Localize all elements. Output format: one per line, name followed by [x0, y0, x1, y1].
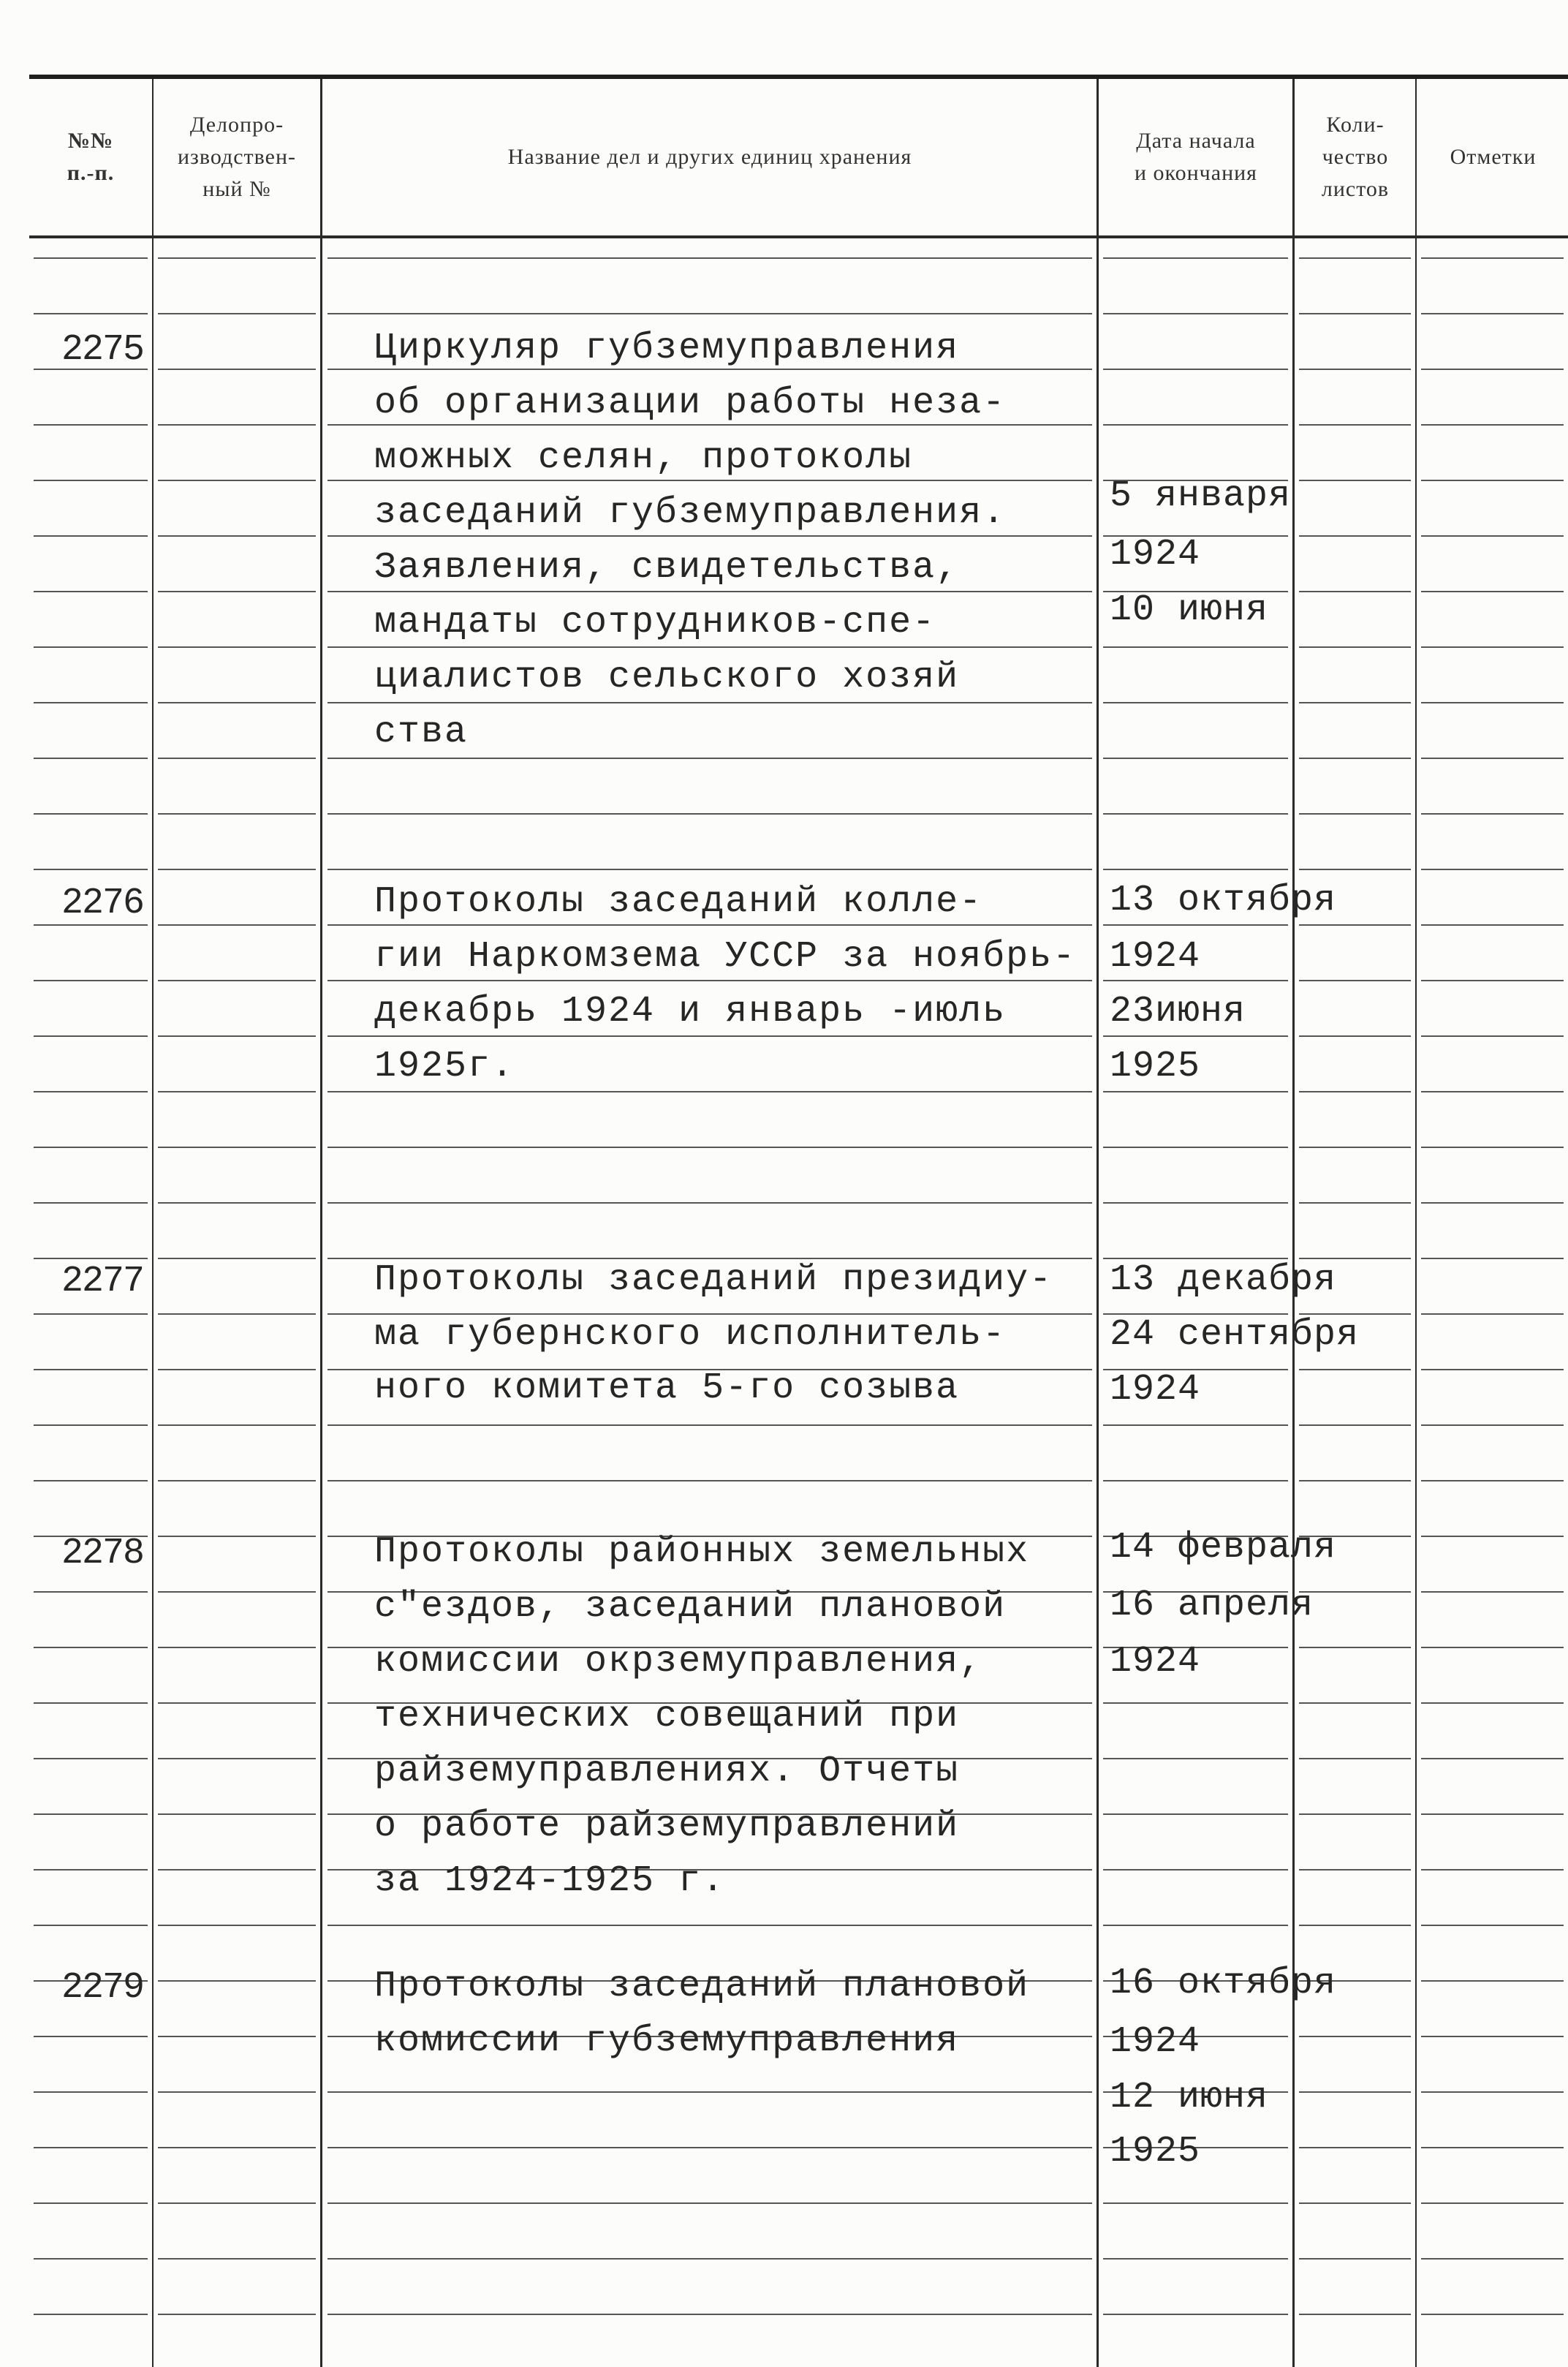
ruled-line: [1421, 1758, 1564, 1759]
ruled-line: [1421, 1202, 1564, 1204]
case-title-line: Протоколы заседаний колле-: [374, 881, 983, 923]
ruled-line: [1421, 1591, 1564, 1593]
ruled-line: [1421, 1813, 1564, 1815]
ruled-line: [158, 2091, 316, 2093]
ruled-line: [158, 2202, 316, 2204]
ruled-line: [1299, 1202, 1411, 1204]
ruled-line: [1421, 369, 1564, 370]
ruled-line: [1299, 535, 1411, 537]
ruled-line: [1421, 1647, 1564, 1648]
ruled-line: [1421, 869, 1564, 870]
ruled-line: [34, 869, 148, 870]
case-date-line: 1924: [1110, 1641, 1201, 1683]
case-title-line: заседаний губземуправления.: [374, 492, 1007, 534]
ruled-line: [327, 1480, 1092, 1481]
ruled-line: [34, 1925, 148, 1926]
case-date-line: 1924: [1110, 534, 1201, 575]
ruled-line: [34, 313, 148, 314]
ruled-line: [34, 2091, 148, 2093]
ruled-line: [327, 257, 1092, 259]
case-date-line: 23июня: [1110, 991, 1246, 1033]
ruled-line: [327, 702, 1092, 703]
ruled-line: [1299, 1647, 1411, 1648]
ruled-line: [1299, 646, 1411, 648]
ruled-line: [1103, 313, 1288, 314]
ruled-line: [1421, 480, 1564, 481]
ruled-line: [1299, 1369, 1411, 1370]
ruled-line: [34, 1591, 148, 1593]
column-divider: [320, 79, 322, 2367]
ruled-line: [1103, 869, 1288, 870]
header-bottom-rule: [29, 235, 1568, 238]
ruled-line: [158, 424, 316, 426]
ruled-line: [1103, 980, 1288, 981]
case-title-line: Протоколы заседаний плановой: [374, 1966, 1030, 2007]
ruled-line: [158, 1035, 316, 1037]
ruled-line: [34, 980, 148, 981]
ruled-line: [1103, 702, 1288, 703]
ruled-line: [1103, 1813, 1288, 1815]
ruled-line: [327, 1202, 1092, 1204]
ruled-line: [1299, 1424, 1411, 1426]
header-number-column: №№ п.-п.: [67, 129, 115, 185]
ruled-line: [327, 758, 1092, 759]
ruled-line: [1421, 2036, 1564, 2037]
ruled-line: [327, 924, 1092, 926]
case-date-line: 16 октября: [1110, 1963, 1337, 2004]
ruled-line: [1103, 1869, 1288, 1870]
ruled-line: [158, 758, 316, 759]
ruled-line: [158, 1702, 316, 1704]
case-title-line: об организации работы неза-: [374, 382, 1007, 424]
case-date-line: 13 октября: [1110, 880, 1337, 921]
ruled-line: [1103, 1480, 1288, 1481]
ruled-line: [1299, 2202, 1411, 2204]
ruled-line: [1103, 1035, 1288, 1037]
ruled-line: [34, 1813, 148, 1815]
ruled-line: [34, 1647, 148, 1648]
ruled-line: [327, 424, 1092, 426]
ruled-line: [158, 1591, 316, 1593]
ruled-line: [1299, 2314, 1411, 2315]
case-title-line: декабрь 1924 и январь -июль: [374, 991, 1007, 1033]
case-number: 2279: [61, 1967, 144, 2009]
ruled-line: [158, 257, 316, 259]
ruled-line: [327, 2202, 1092, 2204]
ruled-line: [1299, 480, 1411, 481]
ruled-line: [1421, 2258, 1564, 2260]
ruled-line: [34, 257, 148, 259]
ruled-line: [34, 1313, 148, 1315]
ruled-line: [1421, 2314, 1564, 2315]
ruled-line: [1299, 813, 1411, 815]
ruled-line: [327, 2314, 1092, 2315]
ruled-line: [34, 591, 148, 592]
column-divider: [1292, 79, 1295, 2367]
ruled-line: [158, 313, 316, 314]
case-title-line: комиссии окрземуправления,: [374, 1641, 983, 1683]
column-divider: [1415, 79, 1417, 2367]
case-date-line: 13 декабря: [1110, 1259, 1337, 1301]
ruled-line: [34, 702, 148, 703]
ruled-line: [158, 1258, 316, 1259]
ruled-line: [1299, 1813, 1411, 1815]
ruled-line: [1299, 1702, 1411, 1704]
ruled-line: [327, 869, 1092, 870]
case-title-line: мандаты сотрудников-спе-: [374, 602, 936, 643]
ruled-line: [1103, 2258, 1288, 2260]
ruled-line: [327, 313, 1092, 314]
case-title-line: ма губернского исполнитель-: [374, 1314, 1007, 1356]
ruled-line: [158, 1813, 316, 1815]
case-date-line: 14 февраля: [1110, 1527, 1337, 1568]
ruled-line: [158, 1869, 316, 1870]
ruled-line: [1421, 1536, 1564, 1537]
case-title-line: циалистов сельского хозяй: [374, 657, 960, 698]
ruled-line: [327, 1925, 1092, 1926]
case-title-line: ного комитета 5-го созыва: [374, 1367, 960, 1409]
ruled-line: [1103, 1702, 1288, 1704]
ruled-line: [158, 1925, 316, 1926]
ruled-line: [34, 2147, 148, 2148]
ruled-line: [1299, 1035, 1411, 1037]
ruled-line: [34, 1147, 148, 1148]
ruled-line: [327, 2147, 1092, 2148]
ruled-line: [1421, 2091, 1564, 2093]
ruled-line: [1421, 1035, 1564, 1037]
ruled-line: [327, 591, 1092, 592]
ruled-line: [158, 1536, 316, 1537]
case-date-line: 16 апреля: [1110, 1585, 1314, 1626]
ruled-line: [1421, 1980, 1564, 1982]
column-divider: [1097, 79, 1099, 2367]
ruled-line: [158, 2314, 316, 2315]
case-date-line: 5 января: [1110, 475, 1292, 517]
header-title-column: Название дел и других единиц хранения: [507, 145, 912, 169]
ruled-line: [327, 1147, 1092, 1148]
ruled-line: [1103, 646, 1288, 648]
ruled-line: [158, 1758, 316, 1759]
ruled-line: [34, 2036, 148, 2037]
ruled-line: [327, 2258, 1092, 2260]
ruled-line: [34, 2314, 148, 2315]
ruled-line: [158, 1202, 316, 1204]
ruled-line: [1421, 1702, 1564, 1704]
ruled-line: [158, 2036, 316, 2037]
ruled-line: [1421, 702, 1564, 703]
ruled-line: [1421, 646, 1564, 648]
case-title-line: с"ездов, заседаний плановой: [374, 1586, 1007, 1628]
ruled-line: [34, 480, 148, 481]
case-date-line: 1925: [1110, 1046, 1201, 1087]
ruled-line: [327, 480, 1092, 481]
ruled-line: [1103, 257, 1288, 259]
case-title-line: 1925г.: [374, 1046, 515, 1087]
ruled-line: [1103, 1091, 1288, 1092]
ruled-line: [158, 1647, 316, 1648]
ruled-line: [1421, 1869, 1564, 1870]
ruled-line: [1103, 1424, 1288, 1426]
case-title-line: райземуправлениях. Отчеты: [374, 1751, 960, 1792]
ruled-line: [1299, 2091, 1411, 2093]
ruled-line: [158, 702, 316, 703]
ruled-line: [1103, 424, 1288, 426]
ruled-line: [34, 1758, 148, 1759]
ruled-line: [158, 2258, 316, 2260]
ruled-line: [1299, 869, 1411, 870]
ruled-line: [34, 2202, 148, 2204]
ruled-line: [158, 646, 316, 648]
ruled-line: [158, 480, 316, 481]
header-office-number-column: Делопро- изводствен- ный №: [177, 113, 297, 201]
ruled-line: [1299, 924, 1411, 926]
ruled-line: [1299, 1869, 1411, 1870]
case-title-line: гии Наркомзема УССР за ноябрь-: [374, 936, 1077, 978]
header-dates-column: Дата начала и окончания: [1135, 129, 1257, 185]
ruled-line: [158, 1147, 316, 1148]
case-title-line: можных селян, протоколы: [374, 437, 913, 479]
case-title-line: комиссии губземуправления: [374, 2020, 960, 2062]
ruled-line: [1299, 758, 1411, 759]
ruled-line: [1421, 1091, 1564, 1092]
ruled-line: [1421, 758, 1564, 759]
ruled-line: [1421, 1424, 1564, 1426]
ruled-line: [158, 1313, 316, 1315]
ruled-line: [1299, 369, 1411, 370]
ruled-line: [34, 1091, 148, 1092]
ruled-line: [327, 1424, 1092, 1426]
case-title-line: технических совещаний при: [374, 1696, 960, 1737]
case-number: 2277: [61, 1261, 144, 1302]
ruled-line: [1299, 424, 1411, 426]
ruled-line: [158, 813, 316, 815]
ruled-line: [1421, 1258, 1564, 1259]
ruled-line: [1103, 1925, 1288, 1926]
ruled-line: [1421, 1147, 1564, 1148]
ruled-line: [1299, 1591, 1411, 1593]
ruled-line: [158, 1091, 316, 1092]
ruled-line: [34, 424, 148, 426]
ruled-line: [1421, 257, 1564, 259]
ruled-line: [1299, 980, 1411, 981]
ruled-line: [158, 2147, 316, 2148]
ruled-line: [1103, 369, 1288, 370]
case-title-line: ства: [374, 711, 469, 753]
ruled-line: [1421, 313, 1564, 314]
ruled-line: [1299, 257, 1411, 259]
ruled-line: [1421, 813, 1564, 815]
header-sheets-column: Коли- чество листов: [1321, 113, 1390, 201]
ruled-line: [1103, 924, 1288, 926]
ruled-line: [1299, 1147, 1411, 1148]
case-title-line: за 1924-1925 г.: [374, 1860, 726, 1902]
ruled-line: [1299, 1091, 1411, 1092]
ruled-line: [1103, 758, 1288, 759]
ruled-line: [158, 924, 316, 926]
ruled-line: [34, 1369, 148, 1370]
case-date-line: 24 сентября: [1110, 1314, 1360, 1356]
ruled-line: [158, 1480, 316, 1481]
header-notes-column: Отметки: [1450, 145, 1537, 169]
ruled-line: [34, 1480, 148, 1481]
case-number: 2275: [61, 329, 144, 371]
ruled-line: [1421, 1313, 1564, 1315]
ruled-line: [1299, 2147, 1411, 2148]
case-title-line: о работе райземуправлений: [374, 1805, 960, 1847]
ruled-line: [158, 591, 316, 592]
ruled-line: [34, 758, 148, 759]
ruled-line: [1299, 1480, 1411, 1481]
case-date-line: 1924: [1110, 2021, 1201, 2063]
ruled-line: [1103, 813, 1288, 815]
case-title-line: Заявления, свидетельства,: [374, 547, 960, 589]
ruled-line: [1299, 2258, 1411, 2260]
ruled-line: [327, 1091, 1092, 1092]
ruled-line: [1421, 980, 1564, 981]
ruled-line: [34, 646, 148, 648]
ruled-line: [1299, 1758, 1411, 1759]
ruled-line: [1299, 313, 1411, 314]
ruled-line: [158, 1424, 316, 1426]
case-date-line: 10 июня: [1110, 589, 1269, 631]
ruled-line: [34, 1702, 148, 1704]
case-title-line: Циркуляр губземуправления: [374, 328, 960, 369]
ruled-line: [1421, 1369, 1564, 1370]
ruled-line: [158, 369, 316, 370]
ruled-line: [327, 2091, 1092, 2093]
ruled-line: [1103, 1147, 1288, 1148]
ruled-line: [34, 1035, 148, 1037]
ruled-line: [158, 1369, 316, 1370]
case-date-line: 1924: [1110, 936, 1201, 978]
ruled-line: [327, 646, 1092, 648]
ruled-line: [1299, 1925, 1411, 1926]
ruled-line: [34, 813, 148, 815]
ruled-line: [1421, 2202, 1564, 2204]
ruled-line: [34, 535, 148, 537]
case-date-line: 1924: [1110, 1369, 1201, 1411]
ruled-line: [158, 535, 316, 537]
ruled-line: [1421, 591, 1564, 592]
ruled-line: [1299, 702, 1411, 703]
case-title-line: Протоколы районных земельных: [374, 1531, 1030, 1573]
ruled-line: [327, 813, 1092, 815]
ruled-line: [34, 924, 148, 926]
ruled-line: [1421, 1480, 1564, 1481]
ruled-line: [1299, 2036, 1411, 2037]
ruled-line: [34, 1202, 148, 1204]
ruled-line: [327, 1035, 1092, 1037]
case-number: 2278: [61, 1533, 144, 1574]
ruled-line: [158, 1980, 316, 1982]
case-title-line: Протоколы заседаний президиу-: [374, 1259, 1053, 1301]
case-date-line: 1925: [1110, 2131, 1201, 2172]
ruled-line: [327, 980, 1092, 981]
ruled-line: [34, 1869, 148, 1870]
ruled-line: [1421, 2147, 1564, 2148]
ruled-line: [1421, 1925, 1564, 1926]
ruled-line: [158, 980, 316, 981]
ruled-line: [1299, 591, 1411, 592]
case-number: 2276: [61, 883, 144, 924]
ruled-line: [34, 1424, 148, 1426]
ruled-line: [1103, 1758, 1288, 1759]
case-date-line: 12 июня: [1110, 2077, 1269, 2118]
ruled-line: [1103, 1202, 1288, 1204]
column-divider: [152, 79, 154, 2367]
ruled-line: [1421, 424, 1564, 426]
ruled-line: [1421, 535, 1564, 537]
ruled-line: [1103, 2202, 1288, 2204]
ruled-line: [34, 2258, 148, 2260]
ruled-line: [327, 535, 1092, 537]
ruled-line: [158, 869, 316, 870]
ruled-line: [1103, 2314, 1288, 2315]
ruled-line: [1421, 924, 1564, 926]
ruled-line: [34, 1258, 148, 1259]
